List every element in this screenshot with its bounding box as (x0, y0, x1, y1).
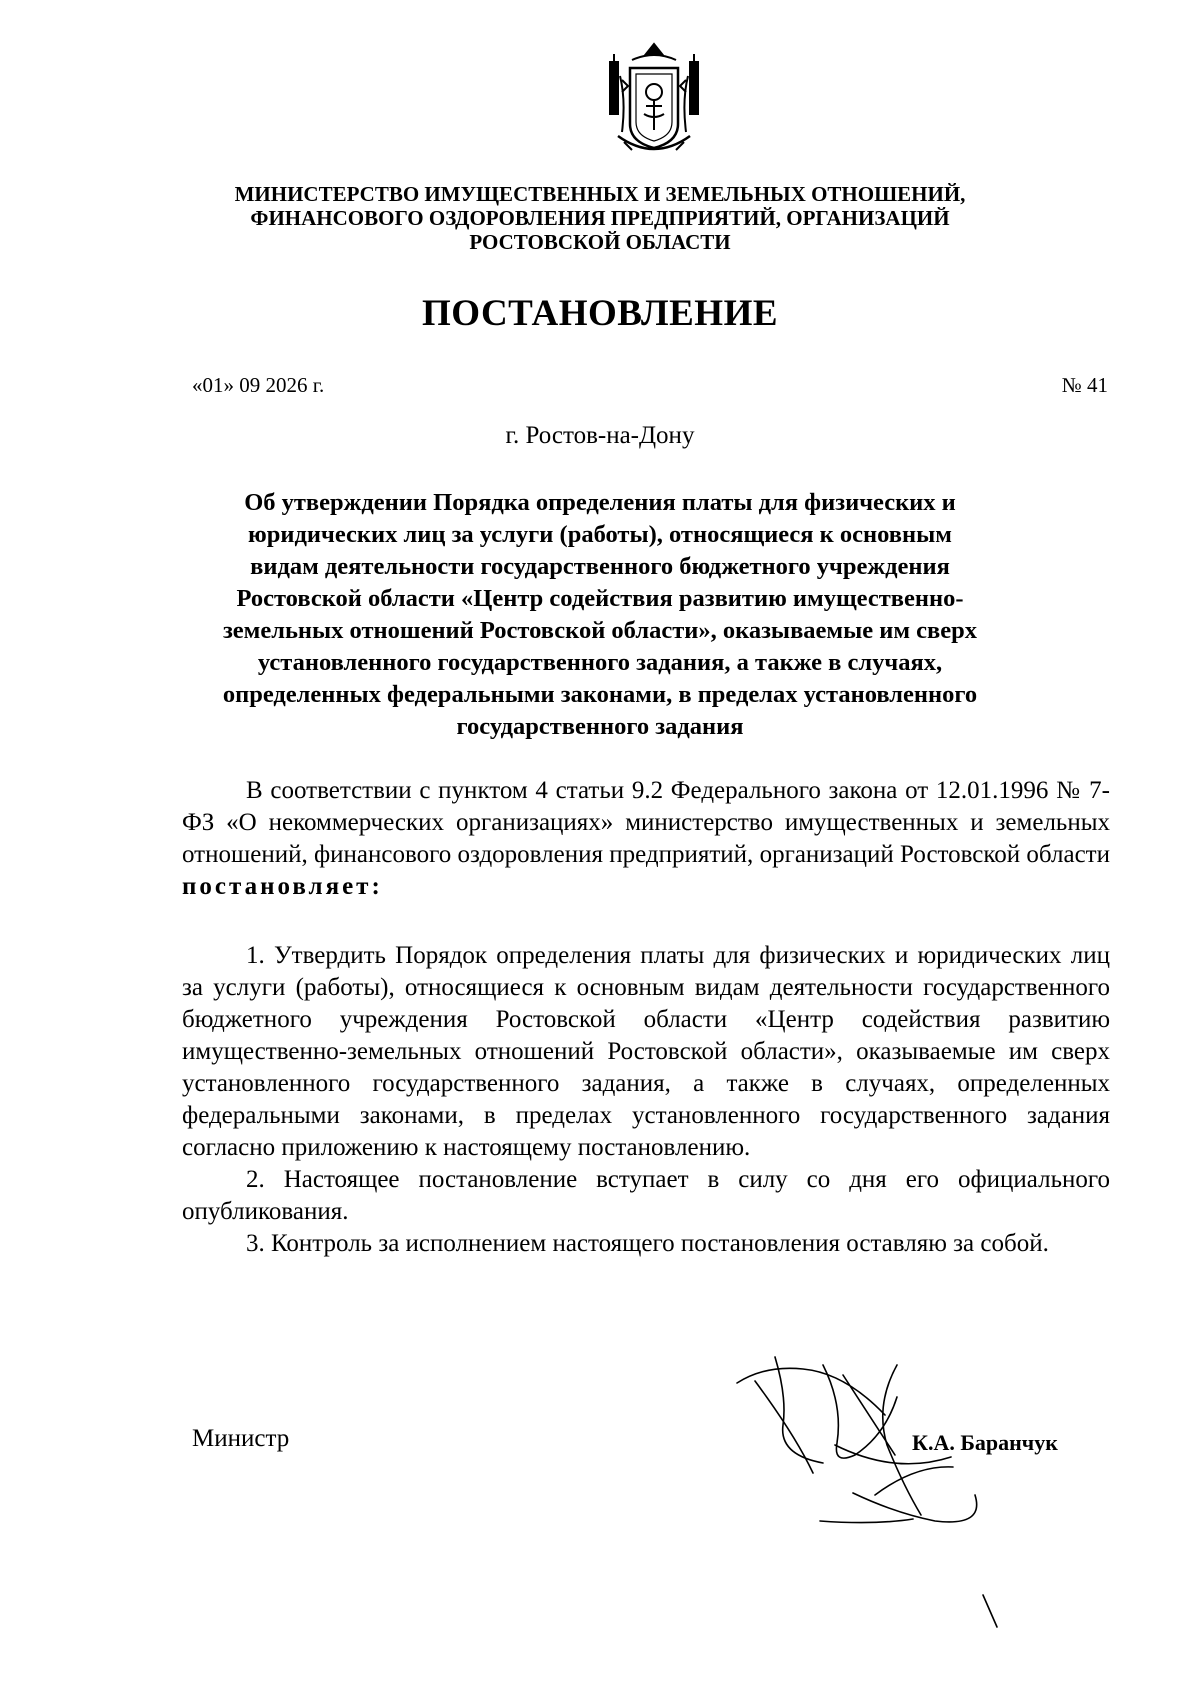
preamble-paragraph (182, 775, 1110, 903)
handwritten-signature-icon (725, 1345, 1065, 1635)
subject-line: Ростовской области «Центр содействия развитию имущественно- (236, 585, 964, 612)
subject-line: Об утверждении Порядка определения платы для физических и (244, 489, 956, 516)
coat-of-arms-icon (602, 40, 706, 164)
subject-line: земельных отношений Ростовской области», оказываемые им сверх (222, 617, 978, 644)
document-subject (180, 487, 1020, 743)
resolution-item: 2. Настоящее постановление вступает в силу со дня его официального опубликования. (182, 1166, 1110, 1225)
document-date: «01» 09 2026 г. (192, 373, 325, 397)
signatory-position: Министр (192, 1425, 290, 1452)
document-type-title: ПОСТАНОВЛЕНИЕ (421, 293, 779, 334)
preamble-text: В соответствии с пунктом 4 статьи 9.2 Федерального закона от 12.01.1996 № 7-ФЗ «О некоммерческих организациях» министерство имущественных и земельных отношений, финансового оздоровления предприятий, организаций Ростовской области (182, 777, 1110, 868)
ministry-line: МИНИСТЕРСТВО ИМУЩЕСТВЕННЫХ И ЗЕМЕЛЬНЫХ ОТНОШЕНИЙ, (234, 182, 966, 206)
resolution-item: 1. Утвердить Порядок определения платы для физических и юридических лиц за услуги (работы), относящиеся к основным видам деятельности государственного бюджетного учреждения Ростовской области «Центр содействия развитию имущественно-земельных отношений Ростовской области», оказываемые им сверх установленного государственного задания, а также в случаях, определенных федеральными законами, в пределах установленного государственного задания согласно приложению к настоящему постановлению. (182, 942, 1110, 1161)
subject-line: государственного задания (456, 713, 744, 740)
subject-line: юридических лиц за услуги (работы), относящиеся к основным (248, 521, 952, 548)
preamble (182, 775, 1110, 903)
signatory-name: К.А. Баранчук (912, 1430, 1058, 1455)
document-city: г. Ростов-на-Дону (505, 422, 695, 449)
ministry-header (230, 182, 970, 254)
ministry-line: РОСТОВСКОЙ ОБЛАСТИ (469, 230, 731, 254)
subject-line: установленного государственного задания, а также в случаях, (257, 649, 943, 676)
document-number: № 41 (1061, 373, 1108, 397)
ministry-line: ФИНАНСОВОГО ОЗДОРОВЛЕНИЯ ПРЕДПРИЯТИЙ, ОРГАНИЗАЦИЙ (250, 206, 950, 230)
resolution-items (182, 940, 1110, 1260)
subject-line: видам деятельности государственного бюджетного учреждения (250, 553, 950, 580)
resolution-item: 3. Контроль за исполнением настоящего постановления оставляю за собой. (246, 1230, 1049, 1257)
subject-line: определенных федеральными законами, в пределах установленного (222, 681, 978, 708)
resolves-keyword: постановляет: (182, 873, 383, 900)
